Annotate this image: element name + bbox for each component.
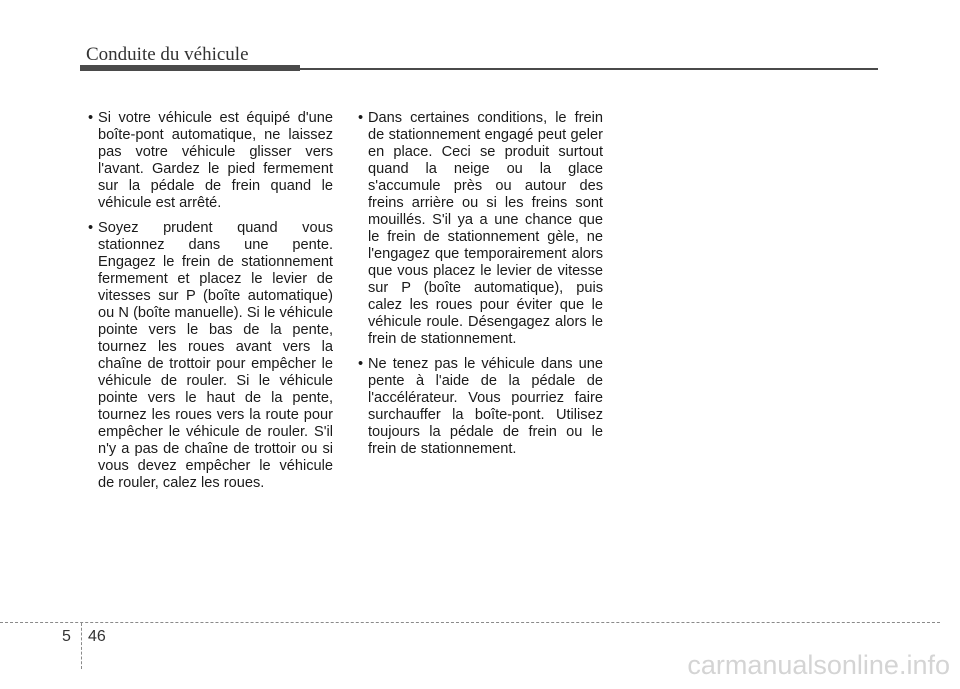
bullet-parking-on-slope: • Soyez prudent quand vous stationnez dans une pente. Engagez le frein de stationnement fermement et placez le levier de vitesses sur P (boîte automatique) ou N (boîte manuelle). Si le véhicule pointe vers le bas de la pente, tournez les roues avant vers la chaîne de trottoir pour empêcher le véhicule de rouler. Si le véhicule pointe vers le haut de la pente, tournez les roues vers la route pour empêcher le véhicule de rouler. S'il n'y a pas de chaîne de trottoir ou si vous devez empêcher le véhicule de rouler, calez les roues. [88, 220, 333, 492]
bullet-accelerator-hold: • Ne tenez pas le véhicule dans une pente à l'aide de la pédale de l'accélérateur. Vous pourriez faire surchauffer la boîte-pont. Utilisez toujours la pédale de frein ou le frein de stationnement. [358, 356, 603, 458]
page-title: Conduite du véhicule [86, 44, 249, 65]
footer-page-separator [81, 623, 82, 669]
header-rule-thin [300, 68, 878, 70]
watermark-text: carmanualsonline.info [687, 650, 950, 680]
left-column [88, 110, 333, 500]
bullet-frozen-parking-brake: • Dans certaines conditions, le frein de stationnement engagé peut geler en place. Ceci se produit surtout quand la neige ou la glace s'accumule près ou autour des freins arrière ou si les freins sont mouillés. S'il ya a une chance que le frein de stationnement gèle, ne l'engagez que temporairement alors que vous placez le levier de vitesse sur P (boîte automatique), puis calez les roues pour éviter que le véhicule roule. Désengagez alors le frein de stationnement. [358, 110, 603, 348]
header-rule-thick [80, 65, 300, 71]
footer-divider [0, 622, 940, 623]
page-number: 46 [88, 628, 106, 645]
right-column [358, 110, 603, 466]
chapter-number: 5 [62, 628, 71, 645]
bullet-automatic-transaxle: • Si votre véhicule est équipé d'une boîte-pont automatique, ne laissez pas votre véhicule glisser vers l'avant. Gardez le pied fermement sur la pédale de frein quand le véhicule est arrêté. [88, 110, 333, 212]
